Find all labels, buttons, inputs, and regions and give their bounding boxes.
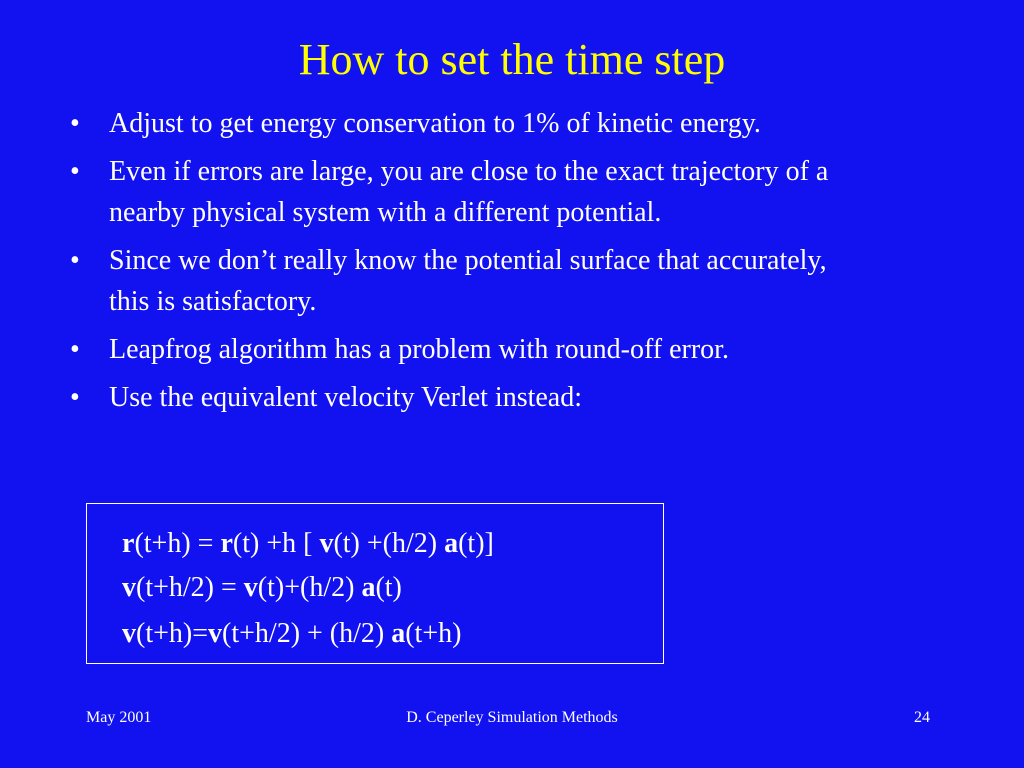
equation-text: (t+h) [405,618,462,649]
bullet-text: Even if errors are large, you are close to the exact trajectory of a nearby physical system with a different potential. [109,156,829,228]
bullet-item [70,240,970,322]
footer-page-number: 24 [914,709,930,726]
equation-text: (t) [375,572,402,603]
equation-text: (t+h/2) + (h/2) [222,618,392,649]
vector-symbol: v [208,618,223,649]
equation-text: (t+h/2) = [136,572,244,603]
equation-half-velocity-update [122,570,402,606]
vector-symbol: v [122,572,136,603]
equation-text: (t+h) = [134,528,221,559]
bullet-text: Since we don’t really know the potential surface that accurately, this is satisfactory. [109,245,827,317]
bullet-point: • [70,382,80,413]
bullet-point: • [70,108,80,139]
bullet-point: • [70,156,80,187]
equation-text: (t)+(h/2) [257,572,362,603]
slide-title: How to set the time step [298,35,726,84]
equation-box [86,503,664,664]
bullet-text: Use the equivalent velocity Verlet instead: [109,382,583,413]
footer-author-course: D. Ceperley Simulation Methods [406,709,618,726]
bullet-point: • [70,245,80,276]
vector-symbol: v [243,572,258,603]
footer-date: May 2001 [86,709,152,726]
vector-symbol: a [444,528,459,559]
equation-text: (t+h)= [136,618,209,649]
equation-position-update [122,526,494,562]
bullet-item [70,151,970,233]
vector-symbol: a [361,572,376,603]
bullet-point: • [70,334,80,365]
vector-symbol: r [122,528,135,559]
bullet-list [70,103,970,425]
vector-symbol: r [220,528,233,559]
bullet-item [70,377,970,418]
bullet-text: Leapfrog algorithm has a problem with round-off error. [109,334,729,365]
bullet-item [70,103,970,144]
equation-text: (t) +(h/2) [333,528,445,559]
equation-velocity-update [122,616,461,652]
bullet-item [70,329,970,370]
vector-symbol: v [122,618,136,649]
vector-symbol: a [391,618,406,649]
bullet-text: Adjust to get energy conservation to 1% of kinetic energy. [109,108,761,139]
vector-symbol: v [319,528,334,559]
equation-text: (t)] [458,528,494,559]
equation-text: (t) +h [ [232,528,320,559]
